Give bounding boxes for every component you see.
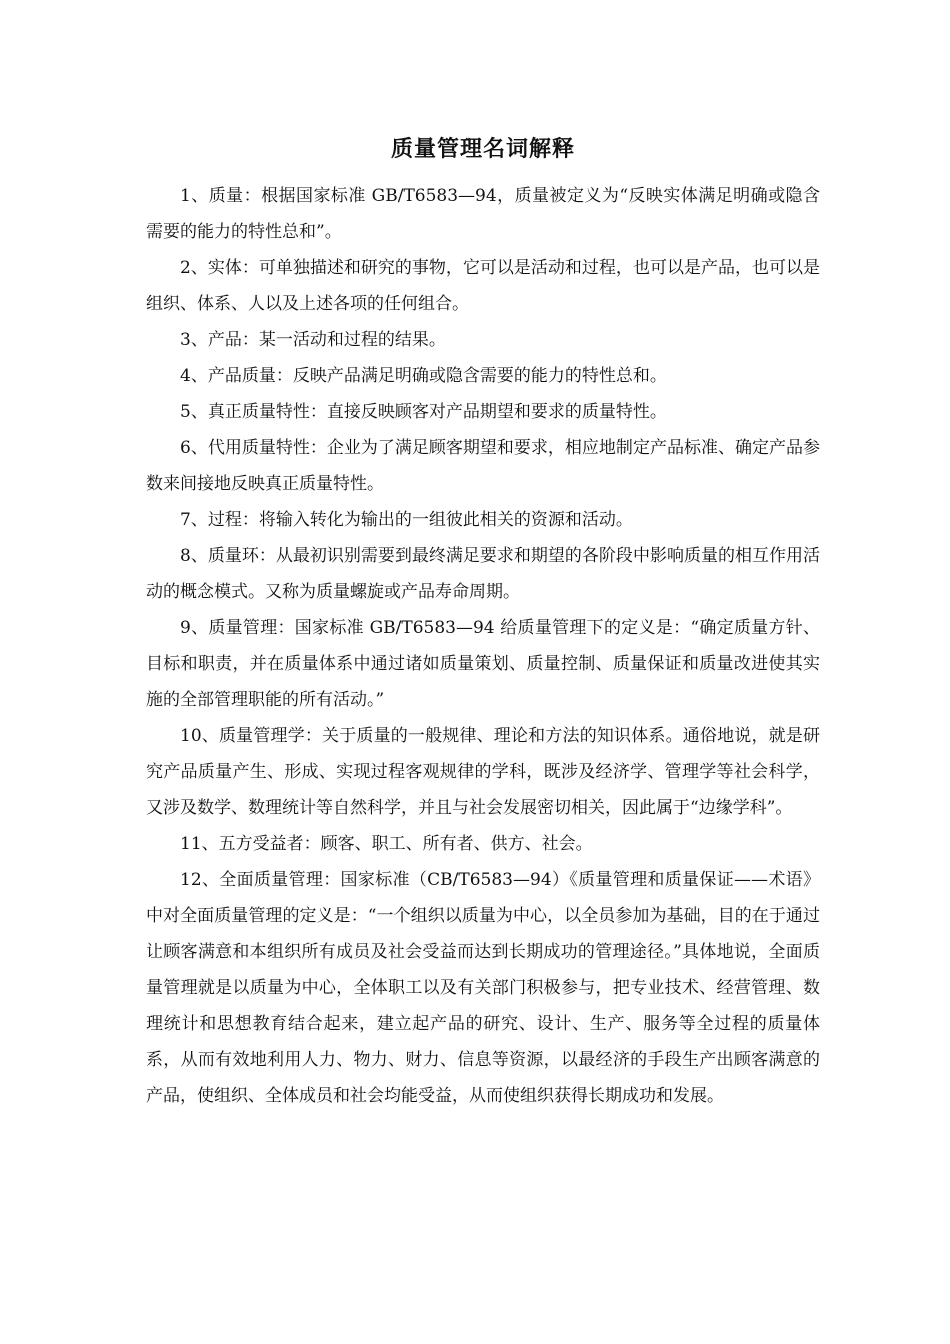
paragraph-quality: 1、质量：根据国家标准 GB/T6583—94，质量被定义为“反映实体满足明确或隐含需要的能力的特性总和”。 [146,186,820,242]
paragraph-process: 7、过程：将输入转化为输出的一组彼此相关的资源和活动。 [180,510,633,530]
paragraph-entity: 2、实体：可单独描述和研究的事物，它可以是活动和过程，也可以是产品，也可以是组织、体系、人以及上述各项的任何组合。 [146,258,820,314]
paragraph-true-quality-characteristic: 5、真正质量特性：直接反映顾客对产品期望和要求的质量特性。 [180,402,667,422]
paragraph-quality-management: 9、质量管理：国家标准 GB/T6583—94 给质量管理下的定义是：“确定质量方针、目标和职责，并在质量体系中通过诸如质量策划、质量控制、质量保证和质量改进使其实施的全部管理职能的所有活动。” [146,618,820,710]
document-title: 质量管理名词解释 [390,137,575,162]
paragraph-quality-loop: 8、质量环：从最初识别需要到最终满足要求和期望的各阶段中影响质量的相互作用活动的概念模式。又称为质量螺旋或产品寿命周期。 [146,546,820,602]
paragraph-product: 3、产品：某一活动和过程的结果。 [180,330,446,350]
paragraph-product-quality: 4、产品质量：反映产品满足明确或隐含需要的能力的特性总和。 [180,366,667,386]
paragraph-total-quality-management: 12、全面质量管理：国家标准（CB/T6583—94）《质量管理和质量保证——术语》中对全面质量管理的定义是：“一个组织以质量为中心，以全员参加为基础，目的在于通过让顾客满意和本组织所有成员及社会受益而达到长期成功的管理途径。”具体地说，全面质量管理就是以质量为中心，全体职工以及有关部门积极参与，把专业技术、经营管理、数理统计和思想教育结合起来，建立起产品的研究、设计、生产、服务等全过程的质量体系，从而有效地利用人力、物力、财力、信息等资源，以最经济的手段生产出顾客满意的产品，使组织、全体成员和社会均能受益，从而使组织获得长期成功和发展。 [146,870,820,1106]
paragraph-substitute-quality-characteristic: 6、代用质量特性：企业为了满足顾客期望和要求，相应地制定产品标准、确定产品参数来间接地反映真正质量特性。 [146,438,820,494]
paragraph-quality-management-science: 10、质量管理学：关于质量的一般规律、理论和方法的知识体系。通俗地说，就是研究产品质量产生、形成、实现过程客观规律的学科，既涉及经济学、管理学等社会科学，又涉及数学、数理统计等自然科学，并且与社会发展密切相关，因此属于“边缘学科”。 [146,726,820,818]
paragraph-five-beneficiaries: 11、五方受益者：顾客、职工、所有者、供方、社会。 [180,834,593,854]
document-page [146,128,820,1114]
